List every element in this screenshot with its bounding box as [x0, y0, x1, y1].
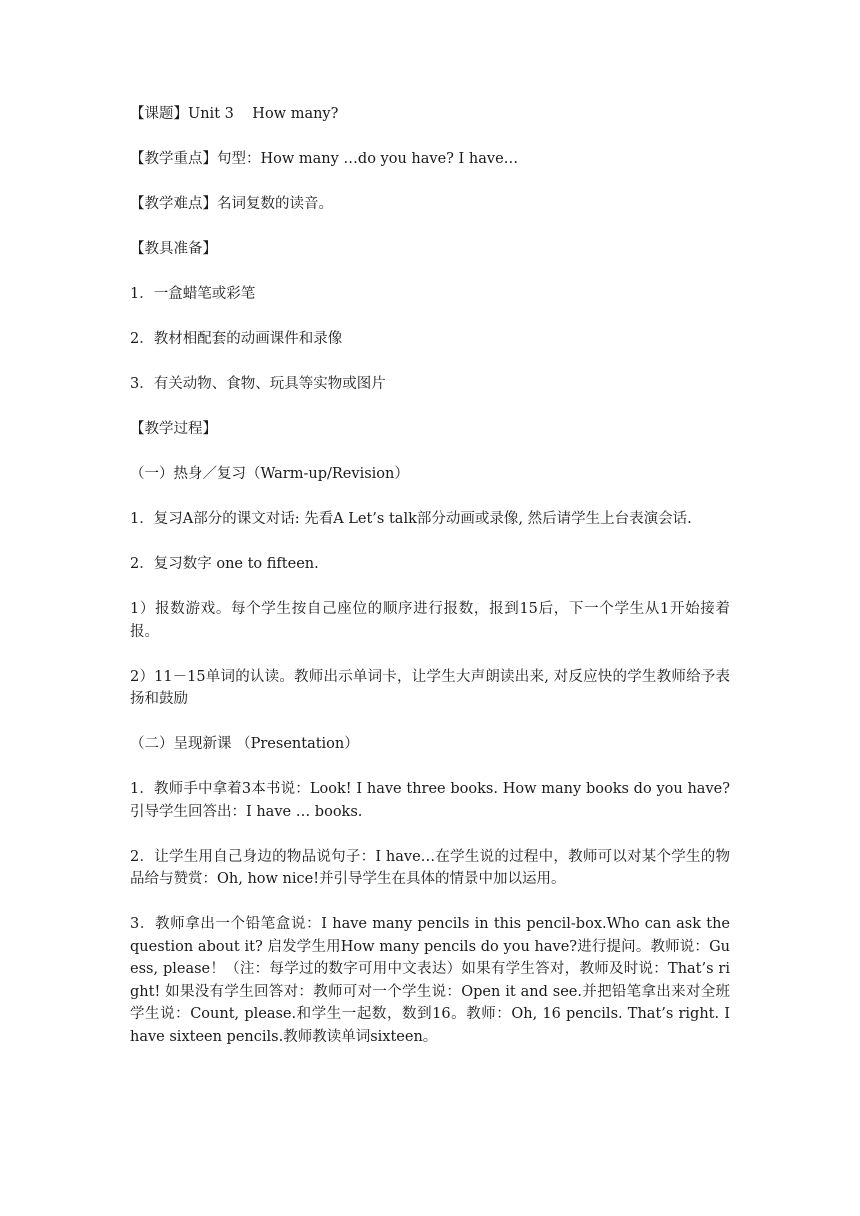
lesson-title: 【课题】Unit 3 How many?	[130, 106, 339, 122]
document-body	[130, 103, 735, 1071]
teaching-difficulty: 【教学难点】名词复数的读音。	[130, 196, 333, 212]
presentation-step-2: 2．让学生用自己身边的物品说句子：I have…在学生说的过程中，教师可以对某个学生的物品给与赞赏：Oh, how nice!并引导学生在具体的情景中加以运用。	[130, 848, 730, 887]
section-presentation-heading: （二）呈现新课 （Presentation）	[130, 736, 359, 752]
presentation-step-1: 1．教师手中拿着3本书说：Look! I have three books. How many books do you have?引导学生回答出：I have … books.	[130, 781, 730, 820]
section-warmup-heading: （一）热身／复习（Warm-up/Revision）	[130, 466, 409, 482]
presentation-step-3: 3．教师拿出一个铅笔盒说：I have many pencils in this pencil-box.Who can ask the question about it? 启发学生用How many pencils do you have?进行提问。教师说：Guess, please！（注：每学过的数字可用中文表达）如果有学生答对，教师及时说：That’s right! 如果没有学生回答对：教师可对一个学生说：Open it and see.并把铅笔拿出来对全班学生说：Count, please.和学生一起数，数到16。教师：Oh, 16 pencils. That’s right. I have sixteen pencils.教师教读单词sixteen。	[130, 916, 735, 1045]
warmup-step-1: 1．复习A部分的课文对话: 先看A Let’s talk部分动画或录像, 然后请学生上台表演会话.	[130, 511, 692, 527]
materials-heading: 【教具准备】	[130, 241, 217, 257]
materials-item-2: 2．教材相配套的动画课件和录像	[130, 331, 343, 347]
materials-item-1: 1．一盒蜡笔或彩笔	[130, 286, 256, 302]
materials-item-3: 3．有关动物、食物、玩具等实物或图片	[130, 376, 386, 392]
process-heading: 【教学过程】	[130, 421, 217, 437]
warmup-substep-2: 2）11－15单词的认读。教师出示单词卡，让学生大声朗读出来, 对反应快的学生教师给予表扬和鼓励	[130, 668, 730, 707]
teaching-focus: 【教学重点】句型：How many …do you have? I have…	[130, 151, 519, 167]
warmup-step-2: 2．复习数字 one to fifteen.	[130, 556, 319, 572]
warmup-substep-1: 1）报数游戏。每个学生按自己座位的顺序进行报数，报到15后，下一个学生从1开始接着报。	[130, 601, 730, 640]
